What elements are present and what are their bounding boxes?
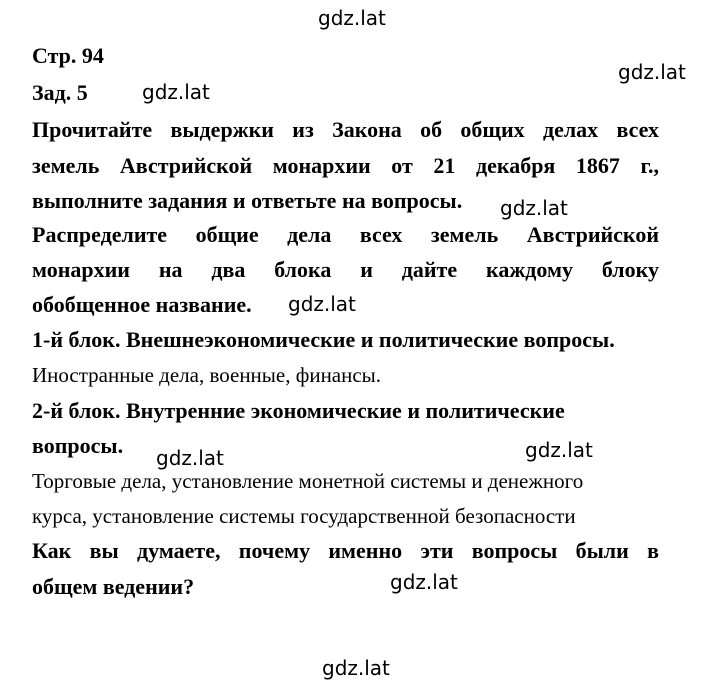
block-answer: курса, установление системы государственной безопасности	[32, 504, 576, 528]
watermark-text: gdz.lat	[390, 570, 458, 594]
intro-line: Прочитайте выдержки из Закона об общих делах всех	[32, 117, 659, 142]
watermark-text: gdz.lat	[322, 656, 390, 680]
watermark-text: gdz.lat	[500, 196, 568, 220]
question-line: Как вы думаете, почему именно эти вопросы были в	[32, 538, 659, 563]
page-number: Стр. 94	[32, 43, 104, 68]
block-title: вопросы.	[32, 433, 124, 458]
watermark-text: gdz.lat	[525, 438, 593, 462]
block-answer: Торговые дела, установление монетной системы и денежного	[32, 469, 584, 493]
task-number: Зад. 5	[32, 80, 88, 105]
block-answer: Иностранные дела, военные, финансы.	[32, 363, 382, 387]
watermark-text: gdz.lat	[618, 60, 686, 84]
intro-line: выполните задания и ответьте на вопросы.	[32, 188, 463, 213]
question-line: общем ведении?	[32, 574, 195, 599]
intro-line: земель Австрийской монархии от 21 декабря 1867 г.,	[32, 153, 659, 178]
watermark-text: gdz.lat	[142, 80, 210, 104]
question-line: монархии на два блока и дайте каждому блоку	[32, 257, 659, 282]
watermark-text: gdz.lat	[318, 6, 386, 30]
block-title: 1-й блок. Внешнеэкономические и политические вопросы.	[32, 327, 615, 352]
question-line: обобщенное название.	[32, 292, 252, 317]
block-title: 2-й блок. Внутренние экономические и политические	[32, 398, 565, 423]
watermark-text: gdz.lat	[288, 292, 356, 316]
watermark-text: gdz.lat	[156, 446, 224, 470]
question-line: Распределите общие дела всех земель Австрийской	[32, 222, 659, 247]
